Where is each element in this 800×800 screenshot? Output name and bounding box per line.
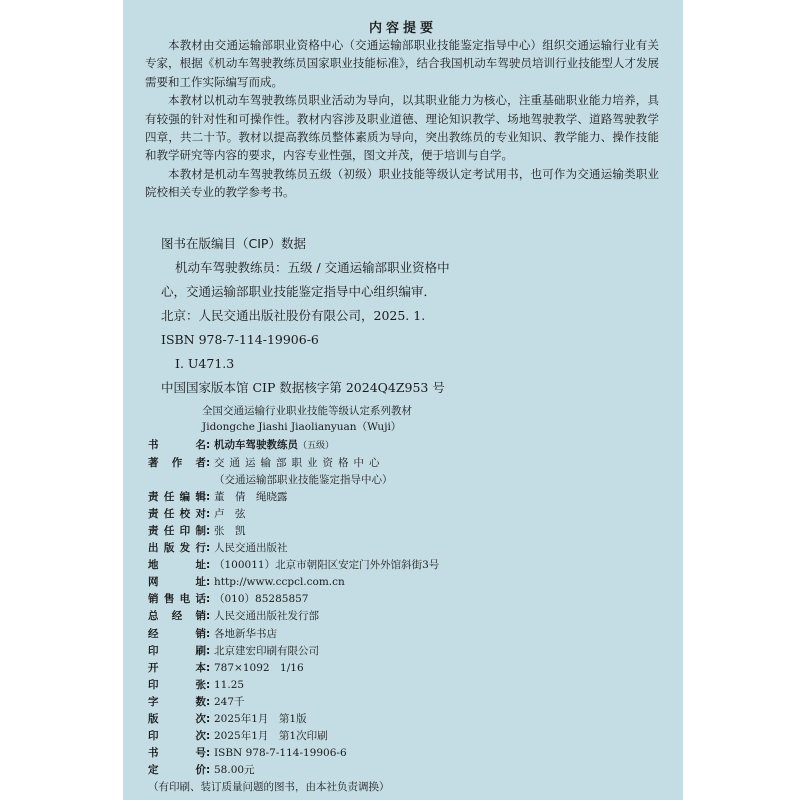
colophon-row-sales-phone: 销售电话 : （010）85285857 (148, 591, 668, 608)
printer: 北京建宏印刷有限公司 (214, 644, 319, 657)
colophon-label: 印张 (148, 678, 206, 691)
colophon-row-isbn: 书号 : ISBN 978-7-114-19906-6 (148, 745, 668, 762)
colophon-label: 经销 (148, 627, 206, 640)
abstract-title: 内容提要 (368, 21, 437, 36)
proofreader: 卢 弦 (214, 508, 246, 521)
copyright-page (123, 0, 683, 800)
author: 交通运输部职业资格中心 (214, 457, 385, 470)
colophon-label: 地址 (148, 559, 206, 572)
edition: 2025年1月 第1版 (214, 712, 307, 725)
abstract-body (145, 36, 659, 202)
colophon-label: 书名 (148, 439, 206, 451)
colophon-label: 网址 (148, 576, 206, 589)
colophon-row-distributor: 总经销 : 人民交通出版社发行部 (148, 608, 668, 625)
address: （100011）北京市朝阳区安定门外外馆斜街3号 (214, 559, 440, 572)
colophon-row-address: 地址 : （100011）北京市朝阳区安定门外外馆斜街3号 (148, 557, 668, 574)
author-secondary: （交通运输部职业技能鉴定指导中心） (214, 474, 393, 487)
colophon-row-sheets: 印张 : 11.25 (148, 677, 668, 694)
abstract-paragraph: 本教材是机动车驾驶教练员五级（初级）职业技能等级认定考试用书，也可作为交通运输类职业院校相关专业的教学参考书。 (145, 166, 659, 200)
colophon-label: 版次 (148, 712, 206, 725)
cip-line: 机动车驾驶教练员：五级 / 交通运输部职业资格中 (175, 260, 450, 275)
website: http://www.ccpcl.com.cn (214, 576, 345, 589)
printing-supervisor: 张 凯 (214, 525, 246, 538)
colophon-label: 销售电话 (148, 593, 206, 606)
colophon-row-printing-supervisor: 责任印制 : 张 凯 (148, 523, 668, 540)
word-count: 247千 (214, 695, 245, 708)
colophon-row-word-count: 字数 : 247千 (148, 694, 668, 711)
editor: 董 倩 绳晓露 (214, 491, 288, 504)
colophon-label: 字数 (148, 695, 206, 708)
format: 787×1092 1/16 (214, 661, 304, 674)
cip-line: 心，交通运输部职业技能鉴定指导中心组织编审． (161, 284, 437, 299)
colophon-row-author-2 (148, 472, 668, 489)
colophon-label: 著作者 (148, 457, 206, 470)
colophon-label: 总经销 (148, 610, 206, 623)
colophon-row-impression: 印次 : 2025年1月 第1次印刷 (148, 728, 668, 745)
cip-isbn: ISBN 978-7-114-19906-6 (161, 332, 319, 347)
colophon-row-website: 网址 : http://www.ccpcl.com.cn (148, 574, 668, 591)
colophon-label: 责任印制 (148, 525, 206, 538)
colophon-row-author: 著作者 : 交通运输部职业资格中心 (148, 455, 668, 472)
retailer: 各地新华书店 (214, 627, 277, 640)
colophon-label: 责任校对 (148, 508, 206, 521)
quality-note: （有印刷、装订质量问题的图书，由本社负责调换） (148, 780, 390, 793)
colophon-row-retailer: 经销 : 各地新华书店 (148, 626, 668, 643)
colophon-label: 出版发行 (148, 542, 206, 555)
colophon-row-proofreader: 责任校对 : 卢 弦 (148, 506, 668, 523)
colophon-row-editor: 责任编辑 : 董 倩 绳晓露 (148, 489, 668, 506)
colophon-row-printer: 印刷 : 北京建宏印刷有限公司 (148, 643, 668, 660)
cip-classification: Ⅰ. U471.3 (175, 356, 235, 371)
cip-block (161, 232, 661, 400)
colophon-row-price: 定价 : 58.00元 (148, 762, 668, 779)
colophon-row-publisher: 出版发行 : 人民交通出版社 (148, 540, 668, 557)
cip-record-number: 中国国家版本馆 CIP 数据核字第 2024Q4Z953 号 (161, 380, 445, 395)
price: 58.00元 (214, 763, 255, 776)
abstract-paragraph: 本教材以机动车驾驶教练员职业活动为导向，以其职业能力为核心，注重基础职业能力培养，具有较强的针对性和可操作性。教材内容涉及职业道德、理论知识教学、场地驾驶教学、道路驾驶教学四章，共二十节。教材以提高教练员整体素质为导向，突出教练员的专业知识、教学能力、操作技能和教学研究等内容的要求，内容专业性强，图文并茂，便于培训与自学。 (145, 93, 659, 163)
publisher: 人民交通出版社 (214, 542, 288, 555)
series-name: 全国交通运输行业职业技能等级认定系列教材 (202, 405, 412, 417)
impression: 2025年1月 第1次印刷 (214, 729, 328, 742)
sheets: 11.25 (214, 678, 245, 691)
cip-line: 北京：人民交通出版社股份有限公司，2025. 1. (161, 308, 426, 323)
series-pinyin: Jidongche Jiashi Jiaolianyuan（Wuji） (202, 420, 402, 433)
colophon-row-title: 书名 : 机动车驾驶教练员（五级） (148, 437, 668, 455)
sales-phone: （010）85285857 (214, 593, 309, 606)
colophon-row-format: 开本 : 787×1092 1/16 (148, 660, 668, 677)
edition-note: （五级） (298, 441, 335, 451)
book-title: 机动车驾驶教练员（五级） (214, 439, 335, 451)
distributor: 人民交通出版社发行部 (214, 610, 319, 623)
cip-heading: 图书在版编目（CIP）数据 (161, 236, 306, 251)
isbn: ISBN 978-7-114-19906-6 (214, 746, 347, 759)
colophon-label: 书号 (148, 746, 206, 759)
colophon-label: 定价 (148, 763, 206, 776)
colophon-label: 开本 (148, 661, 206, 674)
colophon-row-edition: 版次 : 2025年1月 第1版 (148, 711, 668, 728)
abstract-paragraph: 本教材由交通运输部职业资格中心（交通运输部职业技能鉴定指导中心）组织交通运输行业有关专家，根据《机动车驾驶教练员国家职业技能标准》，结合我国机动车驾驶员培训行业技能型人才发展需要和工作实际编写而成。 (145, 38, 659, 89)
colophon-label: 印刷 (148, 644, 206, 657)
series-info (202, 404, 642, 435)
colophon-label: 印次 (148, 729, 206, 742)
colophon-label: 责任编辑 (148, 491, 206, 504)
colophon (148, 437, 668, 796)
